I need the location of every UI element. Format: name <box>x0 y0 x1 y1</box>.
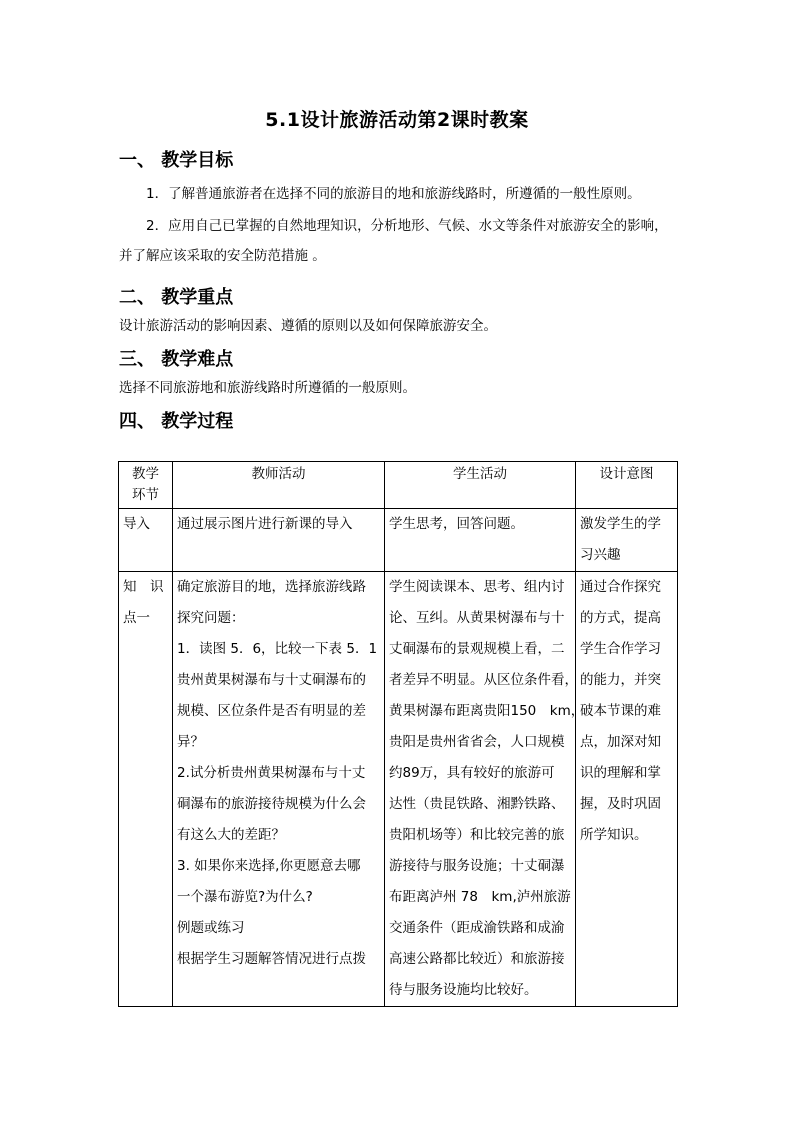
row2-intent <box>576 572 678 1007</box>
row2-teacher-line: 根据学生习题解答情况进行点拨 <box>177 951 366 967</box>
row2-intent-line: 点，加深对知 <box>580 734 661 750</box>
row1-student: 学生思考，回答问题。 <box>385 509 576 572</box>
section-heading-objectives: 一、 教学目标 <box>119 150 234 171</box>
row2-student-line: 游接待与服务设施；十丈硐瀑 <box>389 858 565 874</box>
row2-student-line: 待与服务设施均比较好。 <box>389 982 538 998</box>
row2-intent-line: 握，及时巩固 <box>580 796 661 812</box>
row2-intent-line: 通过合作探究 <box>580 579 661 595</box>
objective-line-3: 并了解应该采取的安全防范措施 。 <box>119 248 326 264</box>
row2-teacher-line: 异？ <box>177 734 204 750</box>
teaching-process-table <box>118 461 678 1007</box>
row2-student-line: 约89万，具有较好的旅游可 <box>389 765 555 781</box>
table-row <box>119 572 678 1007</box>
row2-student-line: 学生阅读课本、思考、组内讨 <box>389 579 565 595</box>
row2-intent-line: 的能力，并突 <box>580 672 661 688</box>
objective-line-2: 2．应用自己已掌握的自然地理知识，分析地形、气候、水文等条件对旅游安全的影响， <box>146 218 668 234</box>
row2-student-line: 丈硐瀑布的景观规模上看，二 <box>389 641 565 657</box>
row2-intent-line: 破本节课的难 <box>580 703 661 719</box>
row2-teacher-line: 3. 如果你来选择,你更愿意去哪 <box>177 858 361 874</box>
row2-teacher-line: 探究问题： <box>177 610 245 626</box>
row2-teacher-line: 有这么大的差距？ <box>177 827 285 843</box>
difficulties-text: 选择不同旅游地和旅游线路时所遵循的一般原则。 <box>119 380 416 396</box>
key-points-text: 设计旅游活动的影响因素、遵循的原则以及如何保障旅游安全。 <box>119 318 497 334</box>
header-intent: 设计意图 <box>576 462 678 509</box>
row1-stage: 导入 <box>119 509 173 572</box>
header-stage-line-2: 环节 <box>132 487 159 503</box>
row2-student-line: 贵阳是贵州省省会，人口规模 <box>389 734 565 750</box>
row2-teacher-line: 1．读图 5．6，比较一下表 5．1 <box>177 641 378 657</box>
header-stage-line-1: 教学 <box>132 466 159 482</box>
row2-student-line: 交通条件（距成渝铁路和成渝 <box>389 920 565 936</box>
row2-student-line: 达性（贵昆铁路、湘黔铁路、 <box>389 796 565 812</box>
section-heading-process: 四、 教学过程 <box>119 411 234 432</box>
row2-teacher-line: 一个瀑布游览?为什么? <box>177 889 313 905</box>
table-header-row <box>119 462 678 509</box>
section-heading-difficulties: 三、 教学难点 <box>119 349 234 370</box>
row2-intent-line: 所学知识。 <box>580 827 648 843</box>
row1-intent-line: 激发学生的学 <box>580 516 661 532</box>
row2-intent-line: 学生合作学习 <box>580 641 661 657</box>
header-student: 学生活动 <box>385 462 576 509</box>
objective-line-1: 1．了解普通旅游者在选择不同的旅游目的地和旅游线路时，所遵循的一般性原则。 <box>146 186 641 202</box>
row2-teacher-line: 确定旅游目的地，选择旅游线路 <box>177 579 366 595</box>
row2-student-line: 黄果树瀑布距离贵阳150 km， <box>389 703 585 719</box>
row2-teacher-line: 2.试分析贵州黄果树瀑布与十丈 <box>177 765 366 781</box>
page-title: 5.1设计旅游活动第2课时教案 <box>265 109 529 131</box>
row2-student-line: 贵阳机场等）和比较完善的旅 <box>389 827 565 843</box>
row2-teacher-line: 硐瀑布的旅游接待规模为什么会 <box>177 796 366 812</box>
row2-intent-line: 的方式，提高 <box>580 610 661 626</box>
header-teacher: 教师活动 <box>173 462 385 509</box>
row2-student <box>385 572 585 1007</box>
row2-student-line: 论、互纠。从黄果树瀑布与十 <box>389 610 565 626</box>
row1-teacher: 通过展示图片进行新课的导入 <box>173 509 385 572</box>
section-heading-key-points: 二、 教学重点 <box>119 287 234 308</box>
row2-teacher <box>173 572 385 1007</box>
row2-stage-line: 知 识 <box>123 579 164 595</box>
row1-intent <box>576 509 678 572</box>
row2-teacher-line: 贵州黄果树瀑布与十丈硐瀑布的 <box>177 672 366 688</box>
row2-stage-line: 点一 <box>123 610 150 626</box>
row2-student-line: 者差异不明显。从区位条件看， <box>389 672 578 688</box>
table-row <box>119 509 678 572</box>
row2-student-line: 布距离泸州 78 km,泸州旅游 <box>389 889 571 905</box>
row2-stage <box>119 572 173 1007</box>
row2-teacher-line: 规模、区位条件是否有明显的差 <box>177 703 366 719</box>
row2-teacher-line: 例题或练习 <box>177 920 245 936</box>
row2-student-line: 高速公路都比较近）和旅游接 <box>389 951 565 967</box>
row1-intent-line: 习兴趣 <box>580 547 621 563</box>
row2-intent-line: 识的理解和掌 <box>580 765 661 781</box>
header-stage <box>119 462 173 509</box>
